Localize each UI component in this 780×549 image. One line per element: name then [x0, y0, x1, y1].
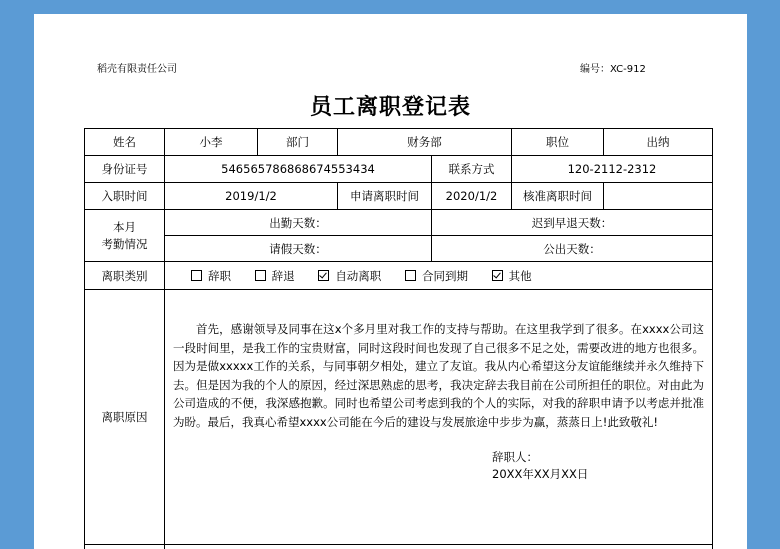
attendance-label	[85, 210, 165, 262]
attendance-label-line2: 考勤情况	[101, 236, 148, 251]
id-value: 546565786868674553434	[165, 156, 432, 183]
code-label: 编号：	[580, 64, 610, 75]
leave-days: 请假天数：	[165, 236, 432, 262]
category-option-label: 辞职	[208, 268, 231, 283]
category-option[interactable]	[318, 268, 381, 284]
id-label: 身份证号	[85, 156, 165, 183]
category-option[interactable]	[405, 268, 468, 284]
position-label: 职位	[512, 129, 604, 156]
document-code	[580, 60, 646, 75]
row-id	[85, 156, 713, 183]
row-basic	[85, 129, 713, 156]
sign-date: 20XX年XX月XX日	[492, 467, 589, 481]
hire-label: 入职时间	[85, 183, 165, 210]
dept-label: 部门	[258, 129, 338, 156]
checkbox-icon[interactable]	[492, 270, 503, 281]
checkbox-icon[interactable]	[318, 270, 329, 281]
code-value: XC-912	[610, 64, 646, 75]
category-option-label: 合同到期	[421, 268, 468, 283]
company-name: 稻壳有限责任公司	[97, 64, 177, 75]
row-attendance-2	[85, 236, 713, 262]
approve-label: 核准离职时间	[512, 183, 604, 210]
category-options	[165, 262, 713, 290]
hire-value: 2019/1/2	[165, 183, 338, 210]
checkbox-icon[interactable]	[255, 270, 266, 281]
name-label: 姓名	[85, 129, 165, 156]
resignation-form-table	[84, 128, 713, 549]
reason-label: 离职原因	[85, 290, 165, 545]
checkbox-icon[interactable]	[405, 270, 416, 281]
dept-value: 财务部	[338, 129, 512, 156]
row-category	[85, 262, 713, 290]
reason-cell	[165, 290, 713, 545]
row-extra	[85, 545, 713, 549]
extra-label	[85, 545, 165, 549]
signer-label: 辞职人：	[492, 450, 538, 464]
category-option[interactable]	[255, 268, 295, 284]
approve-value	[604, 183, 713, 210]
row-dates	[85, 183, 713, 210]
apply-value: 2020/1/2	[432, 183, 512, 210]
attendance-label-line1: 本月	[113, 219, 136, 234]
row-attendance-1	[85, 210, 713, 236]
category-option-label: 自动离职	[335, 268, 382, 283]
business-days: 公出天数：	[432, 236, 713, 262]
category-option-label: 辞退	[271, 268, 295, 283]
late-days: 迟到早退天数：	[432, 210, 713, 236]
apply-label: 申请离职时间	[338, 183, 432, 210]
attendance-days: 出勤天数：	[165, 210, 432, 236]
category-option[interactable]	[492, 268, 532, 284]
extra-value	[165, 545, 713, 549]
document-sheet	[34, 14, 747, 549]
signature-block	[492, 449, 704, 483]
checkbox-icon[interactable]	[191, 270, 202, 281]
form-title: 员工离职登记表	[309, 95, 471, 120]
contact-value: 120-2112-2312	[512, 156, 713, 183]
category-option[interactable]	[191, 268, 231, 284]
row-reason	[85, 290, 713, 545]
reason-text: 首先，感谢领导及同事在这x个多月里对我工作的支持与帮助。在这里我学到了很多。在xxxx公司这一段时间里，是我工作的宝贵财富，同时这段时间也发现了自己很多不足之处，需要改进的地方也很多。因为是做xxxxx工作的关系，与同事朝夕相处，建立了友谊。我从内心希望这分友谊能继续并永久维持下去。但是因为我的个人的原因，经过深思熟虑的思考，我决定辞去我目前在公司所担任的职位。对由此为公司造成的不便，我深感抱歉。同时也希望公司考虑到我的个人的实际，对我的辞职申请予以考虑并批准为盼。最后，我真心希望xxxx公司能在今后的建设与发展旅途中步步为赢，蒸蒸日上!此致敬礼!	[173, 322, 704, 429]
position-value: 出纳	[604, 129, 713, 156]
category-option-label: 其他	[508, 268, 532, 283]
name-value: 小李	[165, 129, 258, 156]
contact-label: 联系方式	[432, 156, 512, 183]
category-label: 离职类别	[85, 262, 165, 290]
